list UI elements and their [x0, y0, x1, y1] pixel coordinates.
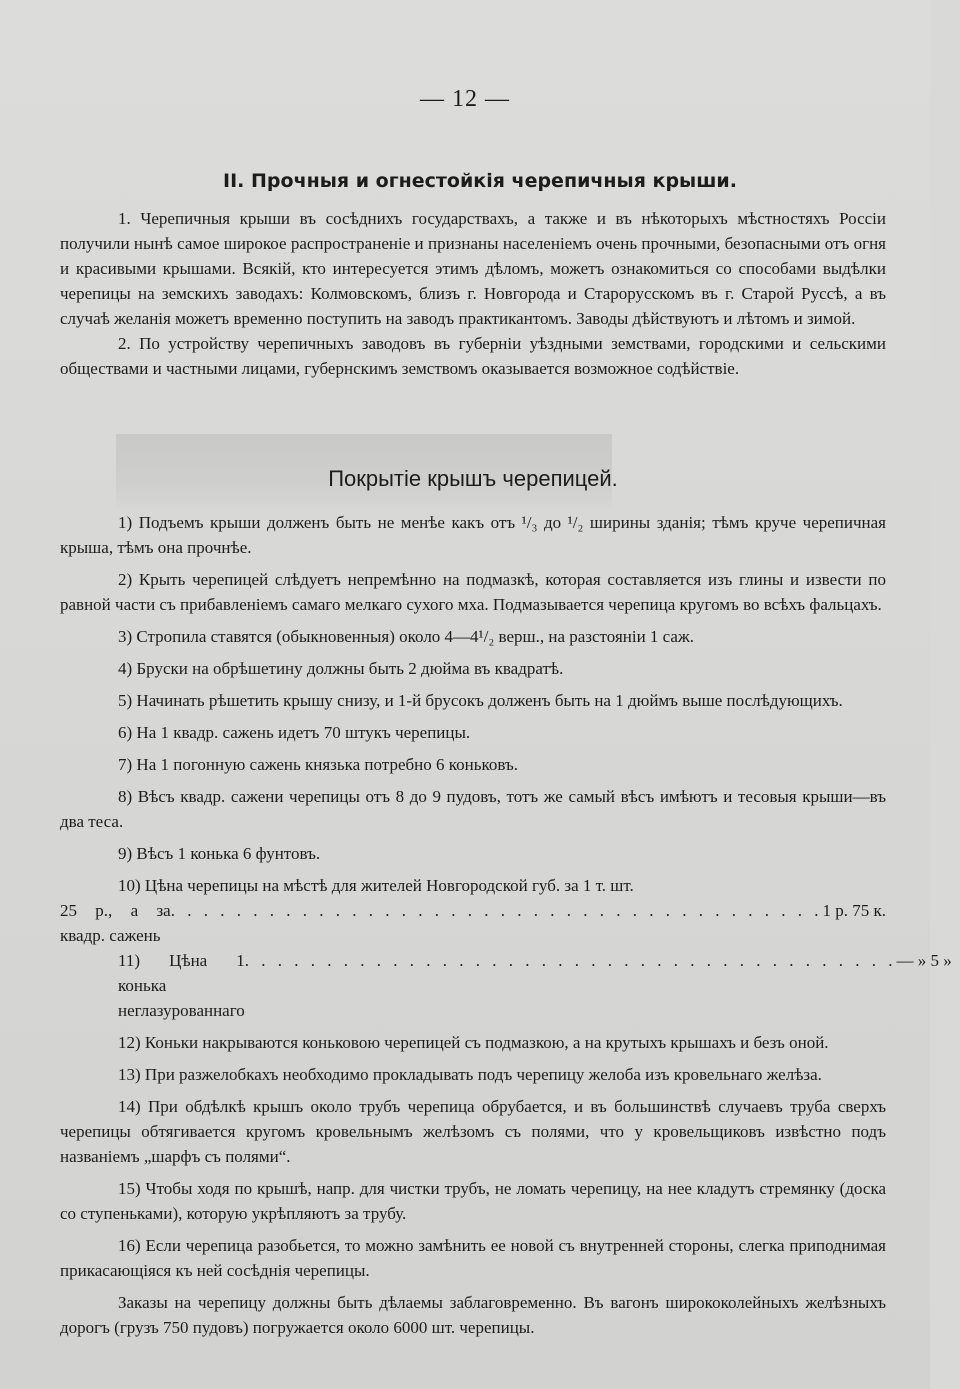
paragraph: 1. Черепичныя крыши въ сосѣднихъ государствахъ, а также и въ нѣкоторыхъ мѣстностяхъ Россіи получили нынѣ самое широкое распространеніе и признаны населеніемъ очень прочными, безопасными отъ огня и красивыми крышами. Всякій, кто интересуется этимъ дѣломъ, можетъ ознакомиться со способами выдѣлки черепицы на земскихъ заводахъ: Колмовскомъ, близъ г. Новгорода и Старорусскомъ въ г. Старой Руссѣ, а въ случаѣ желанія можетъ временно поступить на заводъ практикантомъ. Заводы дѣйствуютъ и лѣтомъ и зимой. [60, 209, 886, 328]
rules-list [60, 510, 952, 1347]
paragraph: 2. По устройству черепичныхъ заводовъ въ губерніи уѣздными земствами, городскими и сельскими обществами и частными лицами, губернскимъ земствомъ оказывается возможное содѣйствіе. [60, 334, 886, 378]
closing-note: Заказы на черепицу должны быть дѣлаемы заблаговременно. Въ вагонъ ширококолейныхъ желѣзныхъ дорогъ (грузъ 750 пудовъ) погружается около 6000 шт. черепицы. [60, 1293, 886, 1337]
price-label: 11) Цѣна 1 конька неглазурованнаго [118, 951, 245, 1020]
rule-item: 15) Чтобы ходя по крышѣ, напр. для чистки трубъ, не ломать черепицу, на нее кладутъ стремянку (доска со ступеньками), которую укрѣпляютъ за трубу. [60, 1179, 886, 1223]
rule-item: 13) При разжелобкахъ необходимо прокладывать подъ черепицу желоба изъ кровельнаго желѣза. [118, 1065, 822, 1084]
rule-item: 8) Вѣсъ квадр. сажени черепицы отъ 8 до 9 пудовъ, тотъ же самый вѣсъ имѣютъ и тесовыя крыши—въ два теса. [60, 787, 886, 831]
rule-item: 6) На 1 квадр. сажень идетъ 70 штукъ черепицы. [118, 723, 471, 742]
price-row [60, 898, 886, 948]
subsection-title: Покрытіе крышъ черепицей. [328, 466, 618, 491]
price-line: 10) Цѣна черепицы на мѣстѣ для жителей Новгородской губ. за 1 т. шт. [118, 876, 634, 895]
price-value: — » 5 » [896, 951, 952, 970]
rule-item: 5) Начинать рѣшетить крышу снизу, и 1-й брусокъ долженъ быть на 1 дюймъ выше послѣдующихъ. [118, 691, 843, 710]
leader-dots: . . . . . . . . . . . . . . . . . . . . . . . . . . . . . . . . . . . . . . . . [170, 901, 823, 920]
price-value: 1 р. 75 к. [822, 901, 886, 920]
rule-item: 4) Бруски на обрѣшетину должны быть 2 дюйма въ квадратѣ. [118, 659, 564, 678]
rule-item: 16) Если черепица разобьется, то можно замѣнить ее новой съ внутренней стороны, слегка приподнимая прикасающіяся къ ней сосѣднія черепицы. [60, 1236, 886, 1280]
leader-dots: . . . . . . . . . . . . . . . . . . . . . . . . . . . . . . . . . . . . . . . . [244, 951, 897, 970]
intro-text [60, 206, 886, 381]
rule-item: 3) Стропила ставятся (обыкновенныя) около 4—4¹/₂ верш., на разстояніи 1 саж. [118, 627, 694, 646]
price-label: 25 р., а за квадр. сажень [60, 901, 171, 945]
rule-item: 9) Вѣсъ 1 конька 6 фунтовъ. [118, 844, 321, 863]
section-title: II. Прочныя и огнестойкія черепичныя крыши. [223, 170, 737, 192]
price-row [60, 948, 952, 1023]
rule-item: 7) На 1 погонную сажень князька потребно 6 коньковъ. [118, 755, 519, 774]
rule-item: 1) Подъемъ крыши долженъ быть не менѣе какъ отъ ¹/₃ до ¹/₂ ширины зданія; тѣмъ круче черепичная крыша, тѣмъ она прочнѣе. [60, 513, 886, 557]
rule-item: 2) Крыть черепицей слѣдуетъ непремѣнно на подмазкѣ, которая составляется изъ глины и извести по равной части съ прибавленіемъ самаго мелкаго сухого мха. Подмазывается черепица кругомъ во всѣхъ фальцахъ. [60, 570, 886, 614]
page-number: — 12 — [420, 86, 510, 112]
rule-item: 14) При обдѣлкѣ крышъ около трубъ черепица обрубается, и въ большинствѣ случаевъ труба сверхъ черепицы обтягивается кругомъ кровельнымъ желѣзомъ съ полями, что у кровельщиковъ извѣстно подъ названіемъ „шарфъ съ полями“. [60, 1097, 886, 1166]
rule-item: 12) Коньки накрываются коньковою черепицей съ подмазкою, а на крутыхъ крышахъ и безъ оной. [118, 1033, 829, 1052]
